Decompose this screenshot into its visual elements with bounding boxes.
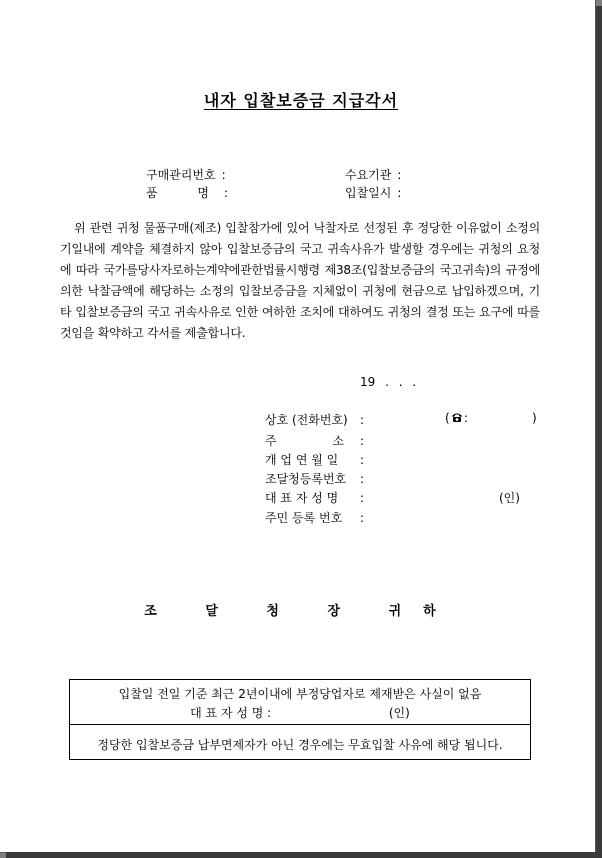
demand-agency-field: 수요기관 : xyxy=(345,168,402,182)
notice-warning: 정당한 입찰보증금 납부면제자가 아닌 경우에는 무효입찰 사유에 해당 됩니다. xyxy=(97,738,503,752)
phone-open: ( xyxy=(445,411,450,425)
phone-icon xyxy=(451,412,463,426)
purchase-no-field: 구매관리번호 : xyxy=(146,168,226,182)
open-date-row: 개 업 연 월 일 : xyxy=(265,453,365,467)
document-title: 내자 입찰보증금 지급각서 xyxy=(203,91,399,110)
item-name-field: 품 명 : xyxy=(146,186,229,200)
page-shadow-right xyxy=(596,6,602,858)
pledge-body: 위 관련 귀청 물품구매(제조) 입찰참가에 있어 낙찰자로 선정된 후 정당한 이유없이 소정의 기일내에 계약을 체결하지 않아 입찰보증금의 국고 귀속사유가 발생할 경우에는 귀청의 요청에 따라 국가를당사자로하는계약에관한법률시행령 제38조(입찰보증금의 국고귀속)의 규정에 의한 낙찰금액에 해당하는 소정의 입찰보증금을 지체없이 귀청에 현금으로 납입하겠으며, 기타 입찰보증금의 국고 귀속사유로 인한 여하한 조치에 대하여도 귀청의 결정 또는 요구에 따를 것임을 확약하고 각서를 제출합니다. xyxy=(60,221,540,340)
date-line: 19 . . . xyxy=(360,375,417,389)
phone-close: ) xyxy=(532,411,537,425)
seal-mark: (인) xyxy=(499,491,520,505)
notice-divider xyxy=(70,724,530,725)
resident-no-row: 주민 등록 번호 : xyxy=(265,511,365,525)
notice-representative: 대 표 자 성 명 : (인) xyxy=(190,706,410,720)
company-row: 상호 (전화번호) : ( : ) xyxy=(265,411,537,427)
address-row: 주 소 : xyxy=(265,434,365,448)
registration-row: 조달청등록번호 : xyxy=(265,472,365,486)
bid-date-field: 입찰일시 : xyxy=(345,186,402,200)
page-shadow-bottom xyxy=(6,852,602,858)
representative-row: 대 표 자 성 명 : (인) xyxy=(265,491,520,505)
addressee: 조 달 청 장 귀하 xyxy=(144,604,458,619)
notice-statement: 입찰일 전일 기준 최근 2년이내에 부정당업자로 제재받은 사실이 없음 xyxy=(118,687,482,701)
notice-box xyxy=(69,679,531,760)
